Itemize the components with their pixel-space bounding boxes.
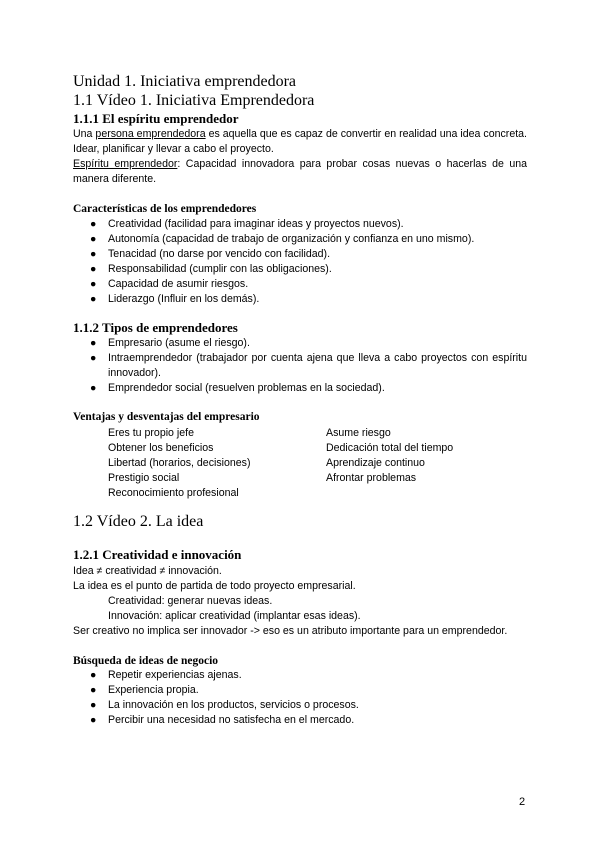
bullet-icon: ● [90,248,97,260]
heading: Búsqueda de ideas de negocio [73,655,219,667]
heading: Ventajas y desventajas del empresario [73,411,260,423]
item-text: Capacidad de asumir riesgos. [108,278,249,290]
section-title: 1.1 Vídeo 1. Iniciativa Emprendedora [73,92,315,109]
text: es aquella que es capaz de convertir en realidad una idea concreta. Idear, planificar y llevar a cabo el proyecto. [73,128,527,155]
bullet-icon: ● [90,699,97,711]
list-item [73,351,527,381]
list-item [73,247,527,262]
paragraph [73,564,527,639]
list-item [73,683,527,698]
ventaja-item: Libertad (horarios, decisiones) [108,457,251,469]
bullet-icon: ● [90,263,97,275]
unit-title: Unidad 1. Iniciativa emprendedora [73,73,297,90]
section-title: 1.2 Vídeo 2. La idea [73,513,204,530]
list-item [73,262,527,277]
bullet-icon: ● [90,684,97,696]
list-item [73,698,527,713]
list-item [73,381,527,396]
text-line: Idea ≠ creatividad ≠ innovación. [73,565,222,577]
list-item [73,336,527,351]
item-text: La innovación en los productos, servicios o procesos. [108,699,359,711]
desventaja-item: Asume riesgo [326,427,391,439]
subsection-title: 1.2.1 Creatividad e innovación [73,547,242,562]
text: : Capacidad innovadora para probar cosas nuevas o hacerlas de una manera diferente. [73,158,527,185]
heading: Características de los emprendedores [73,203,257,215]
term: Espíritu emprendedor [73,158,178,170]
item-text: Percibir una necesidad no satisfecha en el mercado. [108,714,355,726]
list-item [73,232,527,247]
desventajas-column [326,426,453,486]
list-item [73,292,527,307]
indented-line: Creatividad: generar nuevas ideas. [108,595,273,607]
list-item [73,713,527,728]
bullet-icon: ● [90,293,97,305]
bullet-icon: ● [90,382,97,394]
ventajas-column [108,426,251,501]
page-number: 2 [519,796,526,808]
bullet-list [73,668,527,728]
ventaja-item: Prestigio social [108,472,180,484]
desventaja-item: Dedicación total del tiempo [326,442,454,454]
desventaja-item: Aprendizaje continuo [326,457,425,469]
bullet-icon: ● [90,714,97,726]
paragraph [73,157,527,187]
subsection-title: 1.1.2 Tipos de emprendedores [73,320,238,335]
item-text: Responsabilidad (cumplir con las obligaciones). [108,263,332,275]
bullet-list [73,336,527,396]
bullet-icon: ● [90,278,97,290]
bullet-icon: ● [90,669,97,681]
ventaja-item: Eres tu propio jefe [108,427,194,439]
bullet-icon: ● [90,352,97,364]
item-text: Empresario (asume el riesgo). [108,337,250,349]
list-item [73,277,527,292]
item-text: Liderazgo (Influir en los demás). [108,293,260,305]
item-text: Experiencia propia. [108,684,199,696]
subsection-title: 1.1.1 El espíritu emprendedor [73,111,239,126]
desventaja-item: Afrontar problemas [326,472,417,484]
ventaja-item: Obtener los beneficios [108,442,214,454]
bullet-icon: ● [90,337,97,349]
text-line: La idea es el punto de partida de todo proyecto empresarial. [73,580,356,592]
item-text: Intraemprendedor (trabajador por cuenta ajena que lleva a cabo proyectos con espíritu innovador). [108,352,527,379]
term: persona emprendedora [95,128,206,140]
item-text: Repetir experiencias ajenas. [108,669,242,681]
item-text: Creatividad (facilidad para imaginar ideas y proyectos nuevos). [108,218,404,230]
text-line: Ser creativo no implica ser innovador -> eso es un atributo importante para un emprendedor. [73,625,508,637]
list-item [73,217,527,232]
list-item [73,668,527,683]
ventaja-item: Reconocimiento profesional [108,487,239,499]
item-text: Tenacidad (no darse por vencido con facilidad). [108,248,331,260]
bullet-icon: ● [90,218,97,230]
item-text: Emprendedor social (resuelven problemas en la sociedad). [108,382,385,394]
bullet-list [73,217,527,307]
text: Una [73,128,96,140]
indented-line: Innovación: aplicar creatividad (implantar esas ideas). [108,610,361,622]
bullet-icon: ● [90,233,97,245]
paragraph [73,127,527,157]
item-text: Autonomía (capacidad de trabajo de organización y confianza en uno mismo). [108,233,475,245]
